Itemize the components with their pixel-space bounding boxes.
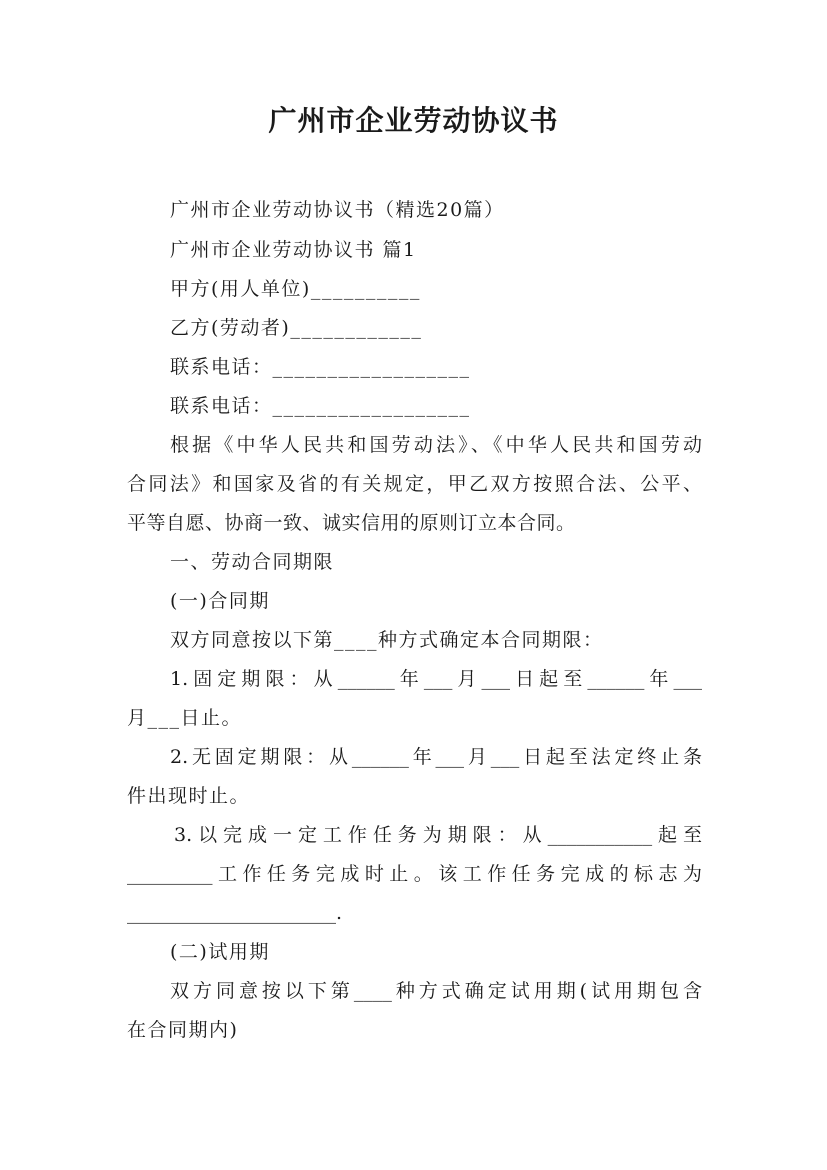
section-heading-line: 广州市企业劳动协议书 篇1 — [170, 239, 417, 261]
party-b-line: 乙方(劳动者)____________ — [170, 317, 423, 339]
document-title: 广州市企业劳动协议书 — [268, 104, 559, 137]
body-text-line: 根据《中华人民共和国劳动法》、《中华人民共和国劳动 — [170, 434, 702, 456]
option-line: 2.无固定期限：从______年___月___日起至法定终止条 — [170, 746, 702, 768]
party-a-line: 甲方(用人单位)__________ — [170, 278, 421, 300]
clause-heading: 一、劳动合同期限 — [170, 551, 335, 573]
option-line: 3.以完成一定工作任务为期限：从___________起至 — [174, 824, 702, 846]
body-text-line: 平等自愿、协商一致、诚实信用的原则订立本合同。 — [127, 512, 576, 534]
phone-line: 联系电话：__________________ — [170, 356, 471, 378]
subclause-heading: (二)试用期 — [170, 941, 270, 963]
option-line: _________工作任务完成时止。该工作任务完成的标志为 — [127, 863, 702, 885]
option-line: ______________________. — [127, 902, 343, 924]
body-text-line: 双方同意按以下第____种方式确定试用期(试用期包含 — [170, 980, 702, 1002]
option-line: 件出现时止。 — [127, 785, 251, 807]
body-text-line: 在合同期内) — [127, 1019, 239, 1041]
subclause-heading: (一)合同期 — [170, 590, 270, 612]
body-text-line: 双方同意按以下第____种方式确定本合同期限： — [170, 629, 604, 651]
subtitle-line: 广州市企业劳动协议书（精选20篇） — [170, 199, 505, 221]
option-line: 1.固定期限：从______年___月___日起至______年___ — [170, 668, 702, 690]
option-line: 月___日止。 — [127, 707, 243, 729]
body-text-line: 合同法》和国家及省的有关规定，甲乙双方按照合法、公平、 — [127, 473, 702, 495]
phone-line: 联系电话：__________________ — [170, 395, 471, 417]
